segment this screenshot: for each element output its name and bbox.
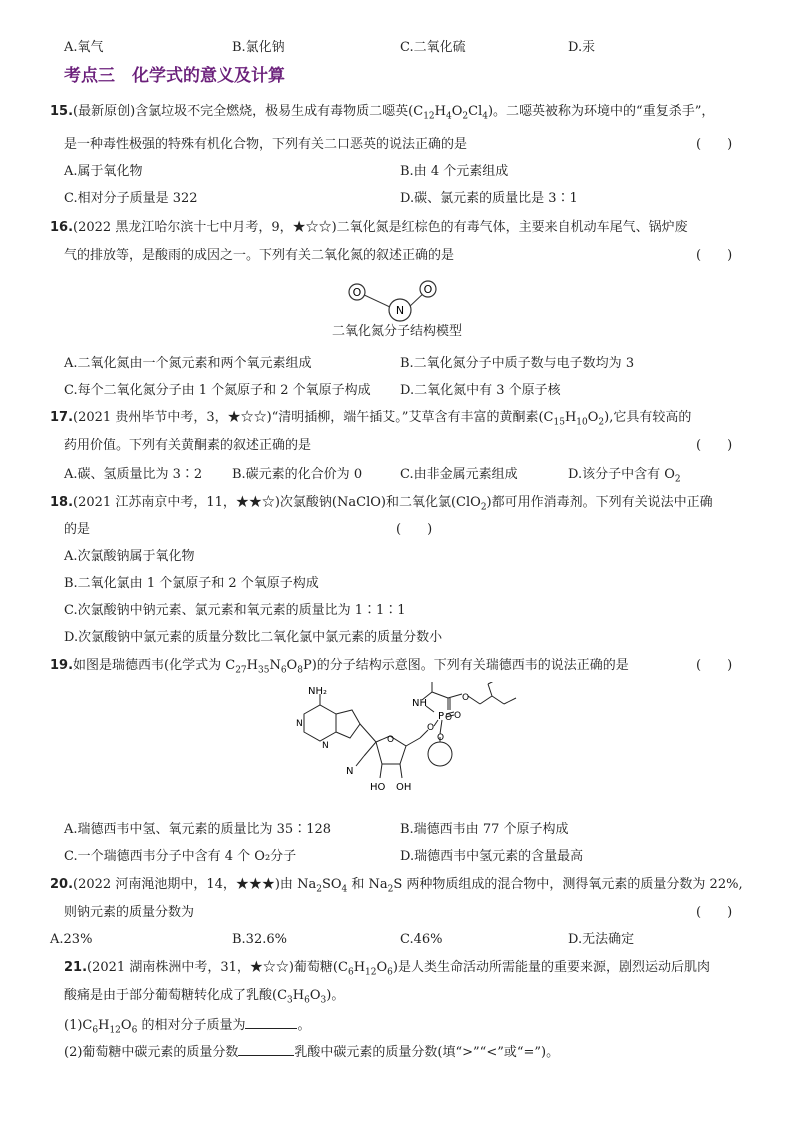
- q20-option-d[interactable]: D.无法确定: [568, 932, 635, 947]
- q18-option-d[interactable]: D.次氯酸钠中氯元素的质量分数比二氧化氯中氯元素的质量分数小: [64, 630, 443, 645]
- q20-number: 20.: [50, 877, 74, 892]
- q19-option-a[interactable]: A.瑞德西韦中氢、氧元素的质量比为 35∶128: [64, 822, 332, 837]
- oxygen-label-right: O: [423, 283, 433, 296]
- q16-line2: 气的排放等，是酸雨的成因之一。下列有关二氧化氮的叙述正确的是: [64, 248, 455, 263]
- carbonyl-o-label: O: [445, 713, 453, 723]
- phenoxy-o-label: O: [437, 733, 445, 743]
- q20-answer-paren[interactable]: ( ): [696, 905, 733, 920]
- q15-option-b[interactable]: B.由 4 个元素组成: [400, 164, 509, 179]
- q18-number: 18.: [50, 495, 74, 510]
- remdesivir-structure: [282, 682, 532, 812]
- q18-line2: 的是: [64, 522, 91, 537]
- q19-line1: 19.如图是瑞德西韦(化学式为 $C_{27}H_{35}N_6O_8P$)的分子结构示意图。下列有关瑞德西韦的说法正确的是: [50, 658, 629, 676]
- q19-option-d[interactable]: D.瑞德西韦中氢元素的含量最高: [400, 849, 584, 864]
- ester-o-label: O: [462, 693, 470, 703]
- q16-option-b[interactable]: B.二氧化氮分子中质子数与电子数均为 3: [400, 356, 635, 371]
- q16-option-a[interactable]: A.二氧化氮由一个氮元素和两个氧元素组成: [64, 356, 312, 371]
- q19-option-c[interactable]: C.一个瑞德西韦分子中含有 4 个 O₂分子: [64, 849, 297, 864]
- q17-number: 17.: [50, 410, 74, 425]
- q18-line1: 18.(2021 江苏南京中考，11，★★☆)次氯酸钠(NaClO)和二氧化氯(ClO$_2$)都可用作消毒剂。下列有关说法中正确: [50, 495, 713, 513]
- q18-answer-paren[interactable]: ( ): [396, 522, 433, 537]
- q17-option-d[interactable]: D.该分子中含有 $O_2$: [568, 467, 681, 485]
- q16-option-c[interactable]: C.每个二氧化氮分子由 1 个氮原子和 2 个氧原子构成: [64, 383, 371, 398]
- q17-line1: 17.(2021 贵州毕节中考，3，★☆☆)“清明插柳，端午插艾。”艾草含有丰富的黄酮素$(C_{15}H_{10}O_2)$,它具有较高的: [50, 410, 692, 428]
- option-b[interactable]: B.氯化钠: [232, 40, 285, 55]
- po-label: O: [454, 711, 462, 721]
- q19-number: 19.: [50, 658, 74, 673]
- q21-blank-2[interactable]: [238, 1043, 294, 1056]
- q15-option-d[interactable]: D.碳、氯元素的质量比是 3∶1: [400, 191, 578, 206]
- q18-option-a[interactable]: A.次氯酸钠属于氧化物: [64, 549, 195, 564]
- q15-option-c[interactable]: C.相对分子质量是 322: [64, 191, 198, 206]
- ho-label: HO: [370, 782, 386, 793]
- q15-line2: 是一种毒性极强的特殊有机化合物，下列有关二口恶英的说法正确的是: [64, 137, 468, 152]
- q20-line2: 则钠元素的质量分数为: [64, 905, 195, 920]
- q18-option-c[interactable]: C.次氯酸钠中钠元素、氯元素和氧元素的质量比为 1∶1∶1: [64, 603, 406, 618]
- no2-model: [340, 276, 450, 324]
- q21-part1: $(1)C_6H_{12}O_6$ 的相对分子质量为 。: [64, 1018, 311, 1036]
- oh-label: OH: [396, 782, 412, 793]
- oxygen-label-left: O: [352, 286, 362, 299]
- q16-line1: 16.(2022 黑龙江哈尔滨十七中月考，9，★☆☆)二氧化氮是红棕色的有毒气体，主要来自机动车尾气、锅炉废: [50, 220, 688, 235]
- nh2-label: NH₂: [308, 686, 328, 697]
- option-c[interactable]: C.二氧化硫: [400, 40, 466, 55]
- ring-n2-label: N: [322, 741, 329, 751]
- q15-number: 15.: [50, 104, 74, 119]
- q21-line1: 21.(2021 湖南株洲中考，31，★☆☆)葡萄糖$(C_6H_{12}O_6)$是人类生命活动所需能量的重要来源，剧烈运动后肌肉: [64, 960, 710, 978]
- q15-answer-paren[interactable]: ( ): [696, 137, 733, 152]
- q19-option-b[interactable]: B.瑞德西韦由 77 个原子构成: [400, 822, 569, 837]
- q21-part2: (2)葡萄糖中碳元素的质量分数 乳酸中碳元素的质量分数(填“>”“<”或“=”)。: [64, 1045, 560, 1060]
- q16-answer-paren[interactable]: ( ): [696, 248, 733, 263]
- p-label: P: [438, 711, 445, 722]
- q15-line1: 15.(最新原创)含氯垃圾不完全燃烧，极易生成有毒物质二噁英$(C_{12}H_4O_2Cl_4)$。二噁英被称为环境中的“重复杀手”，: [50, 104, 715, 122]
- q18-option-b[interactable]: B.二氧化氯由 1 个氯原子和 2 个氧原子构成: [64, 576, 319, 591]
- q16-model-caption: 二氧化氮分子结构模型: [332, 324, 463, 339]
- option-a[interactable]: A.氧气: [64, 40, 104, 55]
- q16-number: 16.: [50, 220, 74, 235]
- section-title: 考点三 化学式的意义及计算: [64, 66, 285, 86]
- q20-option-b[interactable]: B.32.6%: [232, 932, 287, 947]
- q21-blank-1[interactable]: [245, 1016, 297, 1029]
- q16-option-d[interactable]: D.二氧化氮中有 3 个原子核: [400, 383, 561, 398]
- q17-line2: 药用价值。下列有关黄酮素的叙述正确的是: [64, 438, 312, 453]
- q21-line2: 酸痛是由于部分葡萄糖转化成了乳酸$(C_3H_6O_3)$。: [64, 988, 345, 1006]
- q17-answer-paren[interactable]: ( ): [696, 438, 733, 453]
- q19-answer-paren[interactable]: ( ): [696, 658, 733, 673]
- nitrile-n-label: N: [346, 766, 354, 777]
- ether-o-label: O: [427, 723, 435, 733]
- q15-option-a[interactable]: A.属于氧化物: [64, 164, 143, 179]
- q21-number: 21.: [64, 960, 88, 975]
- nitrogen-label: N: [395, 304, 405, 317]
- q17-option-c[interactable]: C.由非金属元素组成: [400, 467, 518, 482]
- q17-option-a[interactable]: A.碳、氢质量比为 3∶2: [64, 467, 203, 482]
- q20-line1: 20.(2022 河南渑池期中，14，★★★)由 $Na_2SO_4$ 和 $Na_2S$ 两种物质组成的混合物中，测得氧元素的质量分数为 22%,: [50, 877, 743, 895]
- q17-option-b[interactable]: B.碳元素的化合价为 0: [232, 467, 363, 482]
- nh-label: NH: [412, 698, 427, 709]
- q20-option-a[interactable]: A.23%: [50, 932, 93, 947]
- ring-o-label: O: [387, 735, 395, 745]
- ring-n-label: N: [296, 719, 303, 729]
- q20-option-c[interactable]: C.46%: [400, 932, 443, 947]
- option-d[interactable]: D.汞: [568, 40, 596, 55]
